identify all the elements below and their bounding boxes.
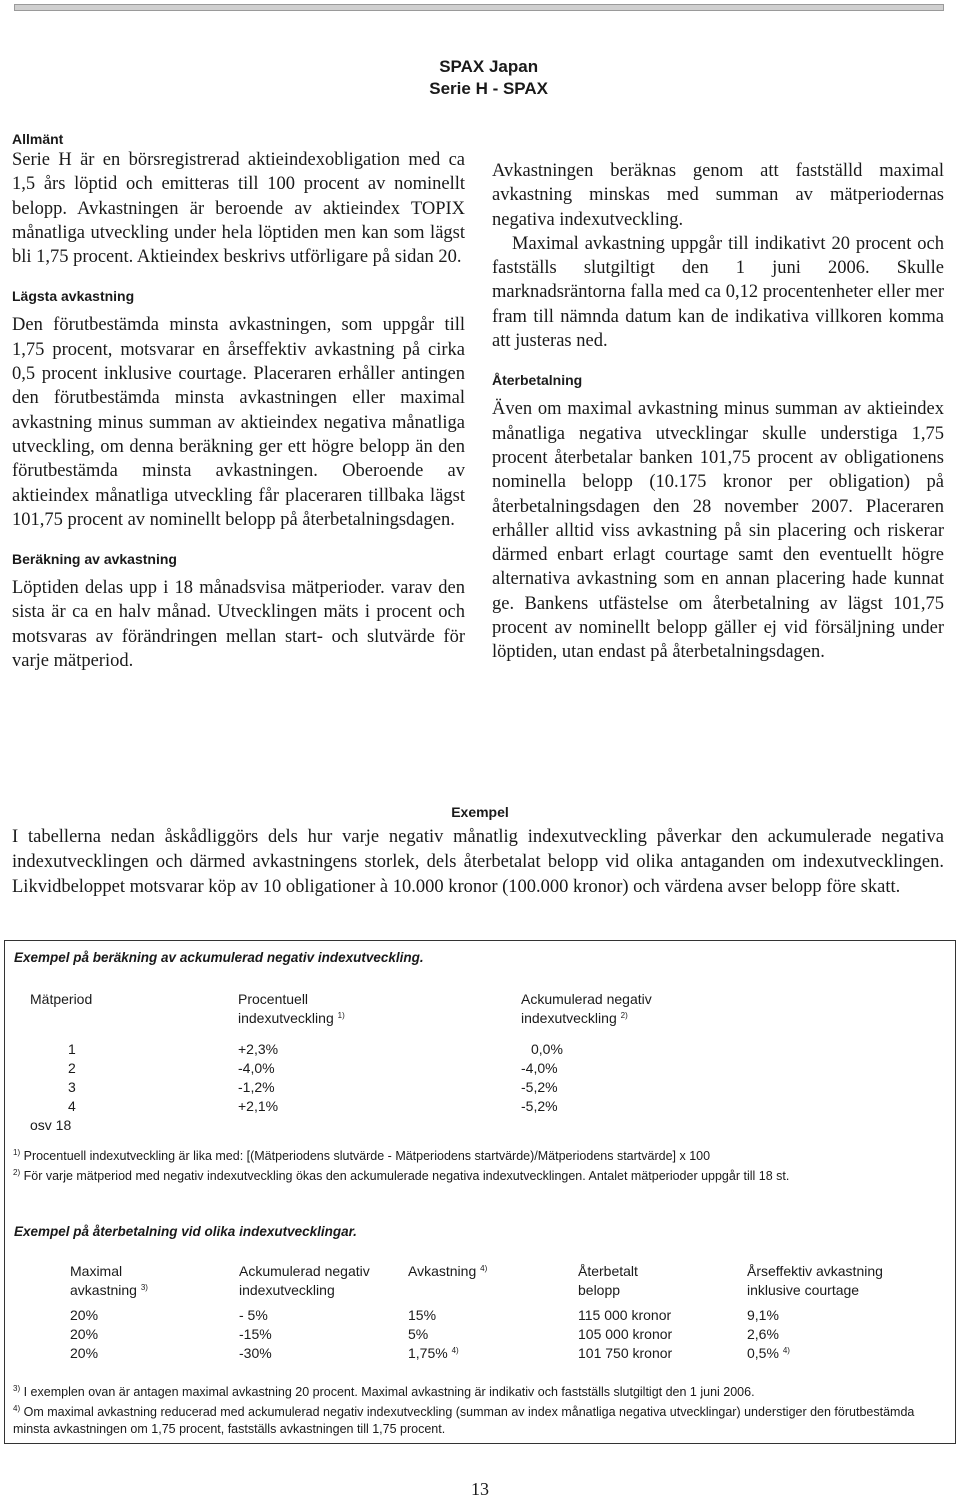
t1-change: +2,1% xyxy=(238,1098,279,1114)
paragraph-aterbetalning: Även om maximal avkastning minus summan av aktieindex månatliga negativa utvecklingar skulle understiga 1,75 procent återbetalar banken 101,75 procent av obligationens nominella belopp (10.175 kronor per obligation) på återbetalningsdagen den 28 november 2007. Placeraren erhåller alltid viss avkastning på sin placering och riskerar därmed enbart erlagt courtage samt den eventuellt högre alternativa avkastning som en annan placering hade kunnat ge. Bankens utfästelse om återbetalning av lägst 101,75 procent av nominellt belopp gäller ej vid försäljning under löptiden, utan endast på återbetalningsdagen. xyxy=(492,399,944,663)
t1-change: -4,0% xyxy=(238,1060,275,1076)
page-number: 13 xyxy=(471,1479,489,1499)
example-tables-box xyxy=(4,940,956,1444)
t2-max: 20% xyxy=(70,1307,99,1323)
t2-arseff: 2,6% xyxy=(747,1326,779,1342)
heading-allmant: Allmänt xyxy=(12,131,64,147)
paragraph-allmant: Serie H är en börsregistrerad aktieindexobligation med ca 1,5 års löptid och emitteras till 100 procent av nominellt belopp. Avkastningen är beroende av aktieindex TOPIX månatliga utveckling under hela löptiden men kan som lägst bli 1,75 procent. Aktieindex beskrivs utförligare på sidan 20. xyxy=(12,150,465,268)
table2-footnote-4: $^{4)}$ Om maximal avkastning reducerad med ackumulerad negativ indexutveckling (summan av index månatliga negativa utvecklingar) understiger den förutbestämda minsta avkastningen om 1,75 procent, fastställs avkastningen till 1,75 procent. xyxy=(13,1404,915,1436)
t2-arseff: 0,5% $^{4)}$ xyxy=(747,1345,790,1361)
t2-header-belopp-2: belopp xyxy=(578,1282,621,1298)
t2-header-arseff-2: inklusive courtage xyxy=(747,1282,860,1298)
t2-avk: 15% xyxy=(408,1307,437,1323)
heading-exempel: Exempel xyxy=(451,804,509,820)
t1-header-period: Mätperiod xyxy=(30,991,93,1007)
t1-header-accum-2: indexutveckling $^{2)}$ xyxy=(521,1010,628,1026)
t2-belopp: 105 000 kronor xyxy=(578,1326,673,1342)
t2-header-accum: Ackumulerad negativ xyxy=(239,1263,370,1279)
t1-header-change: Procentuell xyxy=(238,991,309,1007)
t2-belopp: 101 750 kronor xyxy=(578,1345,673,1361)
t1-accum: -5,2% xyxy=(521,1098,558,1114)
t2-header-avk: Avkastning $^{4)}$ xyxy=(408,1263,488,1279)
t1-accum: -4,0% xyxy=(521,1060,558,1076)
t2-header-max-2: avkastning $^{3)}$ xyxy=(70,1282,148,1298)
t2-accum: -15% xyxy=(239,1326,272,1342)
t2-accum: - 5% xyxy=(239,1307,268,1323)
right-column xyxy=(492,159,944,665)
t1-accum: -5,2% xyxy=(521,1079,558,1095)
t1-change: -1,2% xyxy=(238,1079,275,1095)
t2-header-belopp: Återbetalt xyxy=(578,1263,638,1279)
t2-accum: -30% xyxy=(239,1345,272,1361)
heading-lagsta-avkastning: Lägsta avkastning xyxy=(12,288,135,305)
t1-accum: 0,0% xyxy=(531,1041,563,1057)
t2-header-accum-2: indexutveckling xyxy=(239,1282,335,1298)
t2-avk: 5% xyxy=(408,1326,429,1342)
t2-max: 20% xyxy=(70,1326,99,1342)
t2-header-arseff: Årseffektiv avkastning xyxy=(747,1263,883,1279)
paragraph-berakning: Löptiden delas upp i 18 månadsvisa mätperioder. varav den sista är ca en halv månad. Utvecklingen mäts i procent och motsvaras av förändringen mellan start- och slutvärde för varje mätperiod. xyxy=(12,578,465,672)
t1-period: 2 xyxy=(68,1060,76,1076)
document-title xyxy=(429,56,548,100)
t1-period: 3 xyxy=(68,1079,76,1095)
table1-title: Exempel på beräkning av ackumulerad negativ indexutveckling. xyxy=(14,950,424,965)
title-line-1: SPAX Japan xyxy=(439,57,539,76)
table2-title: Exempel på återbetalning vid olika indexutvecklingar. xyxy=(14,1224,357,1239)
paragraph-avkastning-berakning: Avkastningen beräknas genom att fastställd maximal avkastning minskas med summan av mätperiodernas negativa indexutveckling. xyxy=(492,161,944,230)
table1-footnote-1: $^{1)}$ Procentuell indexutveckling är lika med: [(Mätperiodens slutvärde - Mätperiodens startvärde)/Mätperiodens startvärde] x 100 xyxy=(13,1148,711,1163)
table1-footnote-2: $^{2)}$ För varje mätperiod med negativ indexutveckling ökas den ackumulerade negativa indexutvecklingen. Antalet mätperioder uppgår till 18 st. xyxy=(13,1168,790,1183)
left-column xyxy=(12,131,465,673)
paragraph-lagsta-avkastning: Den förutbestämda minsta avkastningen, som uppgår till 1,75 procent, motsvarar en årseffektiv avkastning på cirka 0,5 procent inklusive courtage. Placeraren erhåller antingen den förutbestämda minsta avkastningen eller maximal avkastning minus summan av aktieindex negativa månatliga utveckling, om denna beräkning ger ett högre belopp än den förutbestämda minsta avkastningen. Oberoende av aktieindex månatliga utveckling får placeraren tillbaka lägst 101,75 procent av nominellt belopp på återbetalningsdagen. xyxy=(12,315,465,530)
heading-berakning: Beräkning av avkastning xyxy=(12,551,177,568)
t1-period: 1 xyxy=(68,1041,76,1057)
t1-period: osv 18 xyxy=(30,1117,72,1133)
title-line-2: Serie H - SPAX xyxy=(429,79,548,98)
top-rule-bar xyxy=(14,4,944,11)
t2-belopp: 115 000 kronor xyxy=(578,1307,672,1323)
table2-footnote-3: $^{3)}$ I exemplen ovan är antagen maximal avkastning 20 procent. Maximal avkastning är indikativ och fastställs slutgiltigt den 1 juni 2006. xyxy=(13,1384,755,1399)
paragraph-exempel: I tabellerna nedan åskådliggörs dels hur varje negativ månatlig indexutveckling påverkar den ackumulerade negativa indexutvecklingen och därmed avkastningens storlek, dels återbetalat belopp vid olika antaganden om indexutvecklingen. Likvidbeloppet motsvarar köp av 10 obligationer à 10.000 kronor (100.000 kronor) och värdena avser belopp före skatt. xyxy=(12,827,944,897)
heading-aterbetalning: Återbetalning xyxy=(492,372,583,389)
t1-change: +2,3% xyxy=(238,1041,279,1057)
t1-header-change-2: indexutveckling $^{1)}$ xyxy=(238,1010,345,1026)
t1-header-accum: Ackumulerad negativ xyxy=(521,991,652,1007)
t2-arseff: 9,1% xyxy=(747,1307,779,1323)
t2-max: 20% xyxy=(70,1345,99,1361)
t2-avk: 1,75% $^{4)}$ xyxy=(408,1345,459,1361)
t2-header-max: Maximal xyxy=(70,1263,123,1279)
t1-period: 4 xyxy=(68,1098,76,1114)
paragraph-maximal-avkastning: Maximal avkastning uppgår till indikativt 20 procent och fastställs slutgiltigt den 1 juni 2006. Skulle marknadsräntorna falla med ca 0,12 procentenheter eller mer fram till nämnda datum kan de indikativa villkoren komma att justeras ned. xyxy=(492,233,944,352)
